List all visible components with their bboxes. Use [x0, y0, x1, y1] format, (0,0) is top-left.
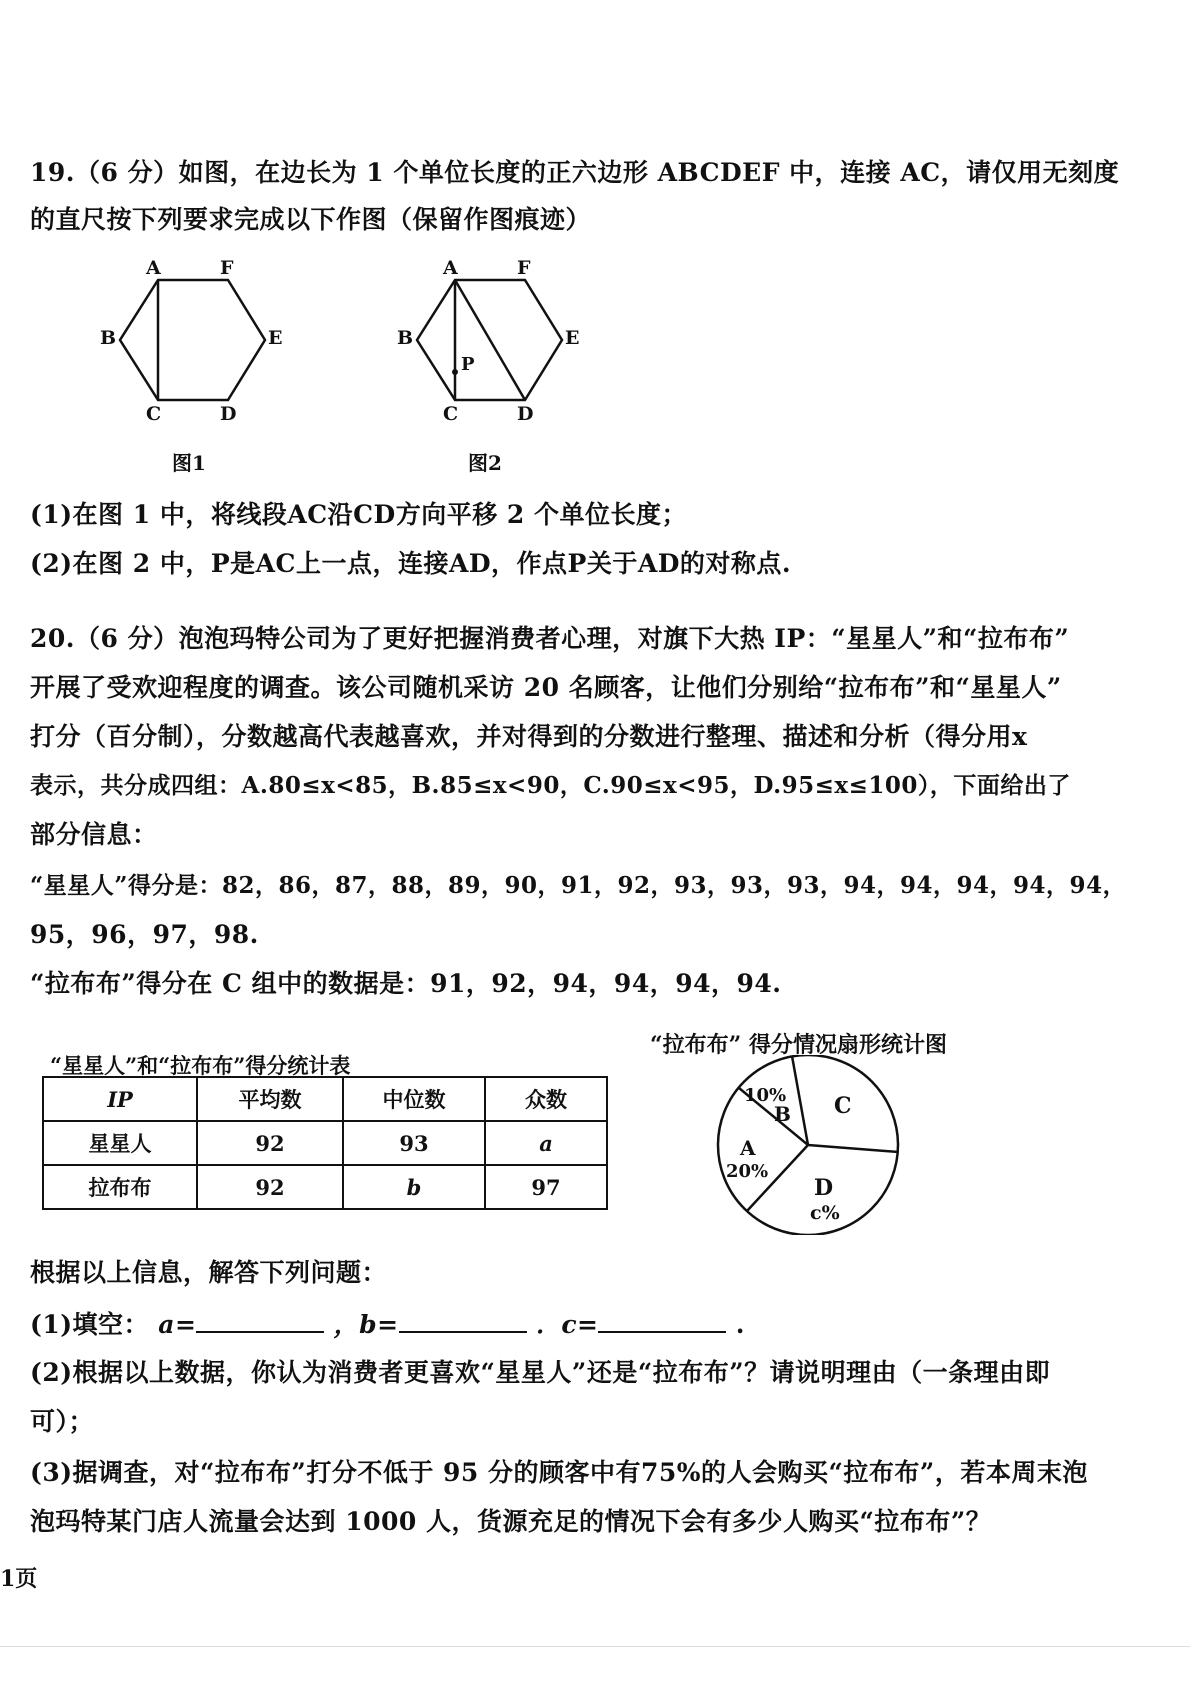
fig1-label-c: C	[146, 403, 162, 425]
fig1-label-e: E	[268, 327, 283, 349]
q19-sub2: (2)在图 2 中，P是AC上一点，连接AD，作点P关于AD的对称点.	[30, 549, 792, 578]
q20-sub3-line1: (3)据调查，对“拉布布”打分不低于 95 分的顾客中有75%的人会购买“拉布布”，若本周末泡	[30, 1458, 1088, 1487]
fig1-label-a: A	[146, 260, 161, 279]
figure-1-hexagon	[90, 260, 290, 435]
pie-label-d: D	[814, 1175, 834, 1201]
pie-label-a-pct: 20%	[726, 1161, 769, 1182]
fill-b-blank[interactable]	[399, 1307, 527, 1333]
fig1-label-d: D	[220, 403, 237, 425]
q20-stem-line5: 部分信息：	[30, 820, 158, 849]
fig1-label-f: F	[220, 260, 234, 279]
q20-ask: 根据以上信息，解答下列问题：	[30, 1258, 388, 1287]
fill-end: .	[735, 1310, 745, 1339]
fill-b-label: ，b=	[333, 1310, 399, 1339]
fig2-label-e: E	[565, 327, 580, 349]
q19-stem-line2: 的直尺按下列要求完成以下作图（保留作图痕迹）	[30, 205, 592, 234]
fill-a-label: a=	[158, 1310, 197, 1339]
fig1-label-b: B	[100, 327, 117, 349]
pie-label-c: C	[834, 1093, 852, 1119]
table-header-median: 中位数	[343, 1077, 485, 1121]
figure-1-caption: 图1	[172, 451, 206, 475]
q20-sub1-fill	[30, 1307, 745, 1340]
table-cell: 拉布布	[43, 1165, 197, 1209]
fig2-label-c: C	[443, 403, 459, 425]
q19-sub1: (1)在图 1 中，将线段AC沿CD方向平移 2 个单位长度；	[30, 500, 688, 529]
q20-stem-line1: 20.（6 分）泡泡玛特公司为了更好把握消费者心理，对旗下大热 IP：“星星人”和“拉布布”	[30, 624, 1070, 653]
fig2-label-b: B	[397, 327, 414, 349]
q20-sub2-line1: (2)根据以上数据，你认为消费者更喜欢“星星人”还是“拉布布”？请说明理由（一条理由即	[30, 1358, 1051, 1387]
table-row	[43, 1165, 607, 1209]
bottom-divider	[0, 1646, 1190, 1647]
fill-c-label: ．c=	[535, 1310, 599, 1339]
q20-labubu-c-group: “拉布布”得分在 C 组中的数据是：91，92，94，94，94，94.	[30, 969, 782, 998]
table-cell: a	[485, 1121, 607, 1165]
fig2-label-a: A	[443, 260, 458, 279]
table-header-ip: IP	[43, 1077, 197, 1121]
pie-chart	[708, 1055, 908, 1235]
q20-star-scores-line2: 95，96，97，98.	[30, 920, 259, 949]
stats-table-title: “星星人”和“拉布布”得分统计表	[50, 1053, 351, 1078]
fig2-label-f: F	[517, 260, 531, 279]
pie-label-a: A	[740, 1136, 756, 1160]
pie-label-b: B	[774, 1102, 791, 1126]
fill-a-blank[interactable]	[196, 1307, 324, 1333]
fill-prefix: (1)填空：	[30, 1310, 150, 1339]
q20-stem-line2: 开展了受欢迎程度的调查。该公司随机采访 20 名顾客，让他们分别给“拉布布”和“星星人”	[30, 673, 1062, 702]
fig2-label-d: D	[517, 403, 534, 425]
page-number: 1页	[0, 1566, 38, 1592]
table-cell: 92	[197, 1121, 343, 1165]
table-cell: 星星人	[43, 1121, 197, 1165]
table-cell: 92	[197, 1165, 343, 1209]
fig2-label-p: P	[461, 354, 475, 375]
q20-star-scores-line1: “星星人”得分是：82，86，87，88，89，90，91，92，93，93，93，94，94，94，94，94，	[30, 872, 1127, 899]
table-cell: b	[343, 1165, 485, 1209]
table-row	[43, 1121, 607, 1165]
pie-chart-title: “拉布布” 得分情况扇形统计图	[650, 1032, 947, 1058]
table-cell: 93	[343, 1121, 485, 1165]
q19-stem-line1: 19.（6 分）如图，在边长为 1 个单位长度的正六边形 ABCDEF 中，连接 AC，请仅用无刻度	[30, 158, 1120, 187]
fill-c-blank[interactable]	[598, 1307, 726, 1333]
q20-stem-line3: 打分（百分制），分数越高代表越喜欢，并对得到的分数进行整理、描述和分析（得分用x	[30, 722, 1028, 751]
pie-label-b-pct: 10%	[744, 1085, 787, 1106]
stats-table	[42, 1076, 608, 1210]
q20-sub3-line2: 泡玛特某门店人流量会达到 1000 人，货源充足的情况下会有多少人购买“拉布布”？	[30, 1507, 992, 1536]
table-header-mean: 平均数	[197, 1077, 343, 1121]
q20-stem-line4: 表示，共分成四组：A.80≤x<85，B.85≤x<90，C.90≤x<95，D.95≤x≤100），下面给出了	[30, 772, 1071, 799]
table-cell: 97	[485, 1165, 607, 1209]
pie-label-d-pct: c%	[810, 1202, 840, 1224]
q20-sub2-line2: 可）；	[30, 1407, 95, 1436]
table-header-row	[43, 1077, 607, 1121]
figure-2-hexagon	[387, 260, 587, 435]
table-header-mode: 众数	[485, 1077, 607, 1121]
figure-2-caption: 图2	[468, 451, 502, 475]
